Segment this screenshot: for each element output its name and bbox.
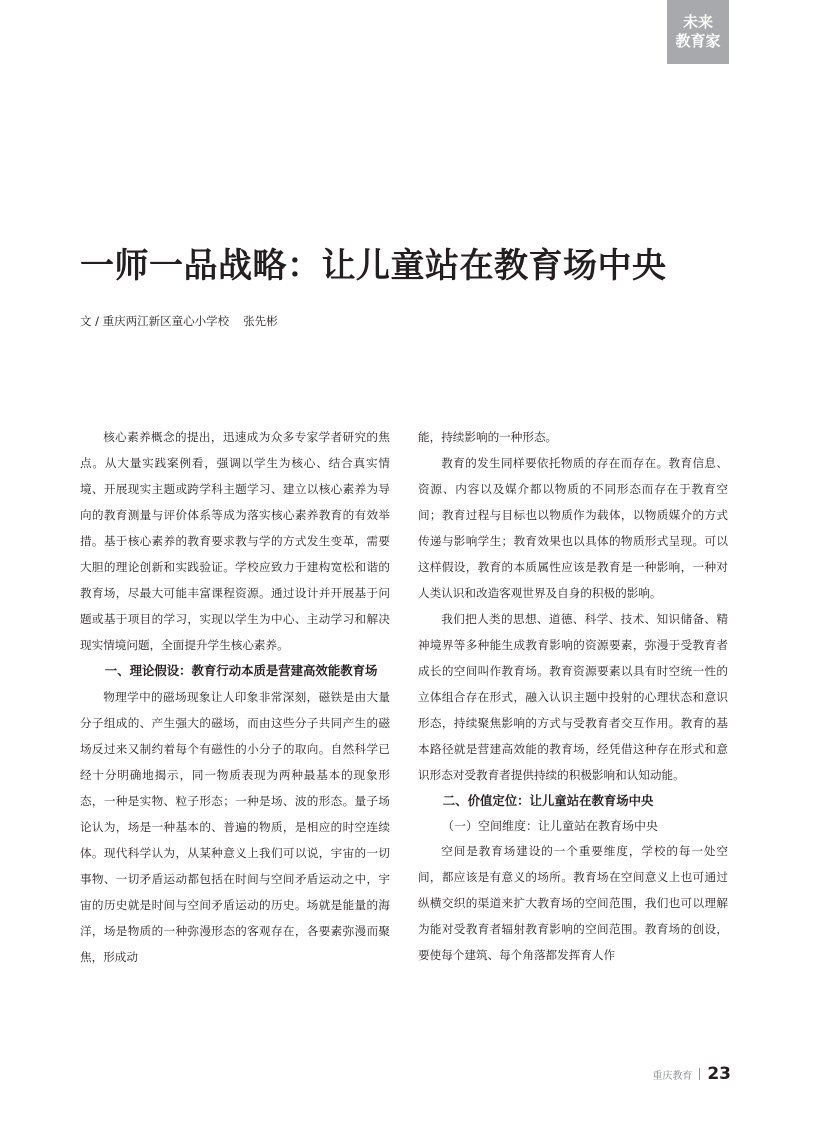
- paragraph: 教育的发生同样要依托物质的存在而存在。教育信息、资源、内容以及媒介都以物质的不同形态而存在于教育空间；教育过程与目标也以物质作为载体，以物质媒介的方式传递与影响学生；教育效果也以具体的物质形式呈现。可以这样假设，教育的本质属性应该是教育是一种影响，一种对人类认识和改造客观世界及自身的积极的影响。: [418, 456, 728, 600]
- subsection-heading: （一）空间维度：让儿童站在教育场中央: [442, 819, 659, 833]
- section-heading-1: 一、理论假设：教育行动本质是营建高效能教育场: [104, 663, 378, 678]
- page-footer: [652, 1064, 731, 1084]
- paragraph: 空间是教育场建设的一个重要维度，学校的每一处空间，都应该是有意义的场所。教育场在空间意义上也可通过纵横交织的渠道来扩大教育场的空间范围，我们也可以理解为能对受教育者辐射教育影响的空间范围。教育场的创设，要使每个建筑、每个角落都发挥育人作: [418, 844, 728, 962]
- paragraph: 核心素养概念的提出，迅速成为众多专家学者研究的焦点。从大量实践案例看，强调以学生为核心、结合真实情境、开展现实主题或跨学科主题学习、建立以核心素养为导向的教育测量与评价体系等成为落实核心素养教育的有效举措。基于核心素养的教育要求教与学的方式发生变革，需要大胆的理论创新和实践验证。学校应致力于建构宽松和谐的教育场，尽最大可能丰富课程资源。通过设计并开展基于问题或基于项目的学习，实现以学生为中心、主动学习和解决现实情境问题，全面提升学生核心素养。: [80, 430, 390, 652]
- section-tab-line1: 未来: [682, 13, 713, 31]
- section-tab-line2: 教育家: [675, 32, 721, 50]
- right-column: [418, 424, 728, 968]
- section-heading-2: 二、价值定位：让儿童站在教育场中央: [442, 793, 654, 808]
- section-tab: [667, 0, 729, 64]
- paragraph: 物理学中的磁场现象让人印象非常深刻，磁铁是由大量分子组成的、产生强大的磁场，而由这些分子共同产生的磁场反过来又制约着每个有磁性的小分子的取向。自然科学已经十分明确地揭示，同一物质表现为两种最基本的现象形态，一种是实物、粒子形态；一种是场、波的形态。量子场论认为，场是一种基本的、普遍的物质，是相应的时空连续体。现代科学认为，从某种意义上我们可以说，宇宙的一切事物、一切矛盾运动都包括在时间与空间矛盾运动之中，宇宙的历史就是时间与空间矛盾运动的历史。场就是能量的海洋，场是物质的一种弥漫形态的客观存在，各要素弥漫而聚焦，形成动: [80, 690, 390, 964]
- paragraph: 我们把人类的思想、道德、科学、技术、知识储备、精神境界等多种能生成教育影响的资源要素，弥漫于受教育者成长的空间叫作教育场。教育资源要素以具有时空统一性的立体组合存在形式，融入认识主题中投射的心理状态和意识形态，持续聚焦影响的方式与受教育者交互作用。教育的基本路径就是营建高效能的教育场，经凭借这种存在形式和意识形态对受教育者提供持续的积极影响和认知动能。: [418, 612, 728, 782]
- footer-divider: [699, 1068, 700, 1080]
- left-column: [80, 424, 390, 970]
- journal-name: 重庆教育: [652, 1070, 693, 1082]
- article-title: 一师一品战略：让儿童站在教育场中央: [80, 246, 667, 286]
- paragraph-continuation: 能，持续影响的一种形态。: [418, 430, 558, 444]
- byline: [80, 313, 278, 329]
- byline-author: 张先彬: [243, 314, 278, 328]
- page-number: 23: [707, 1064, 731, 1084]
- byline-affiliation: 文 / 重庆两江新区童心小学校: [80, 314, 230, 328]
